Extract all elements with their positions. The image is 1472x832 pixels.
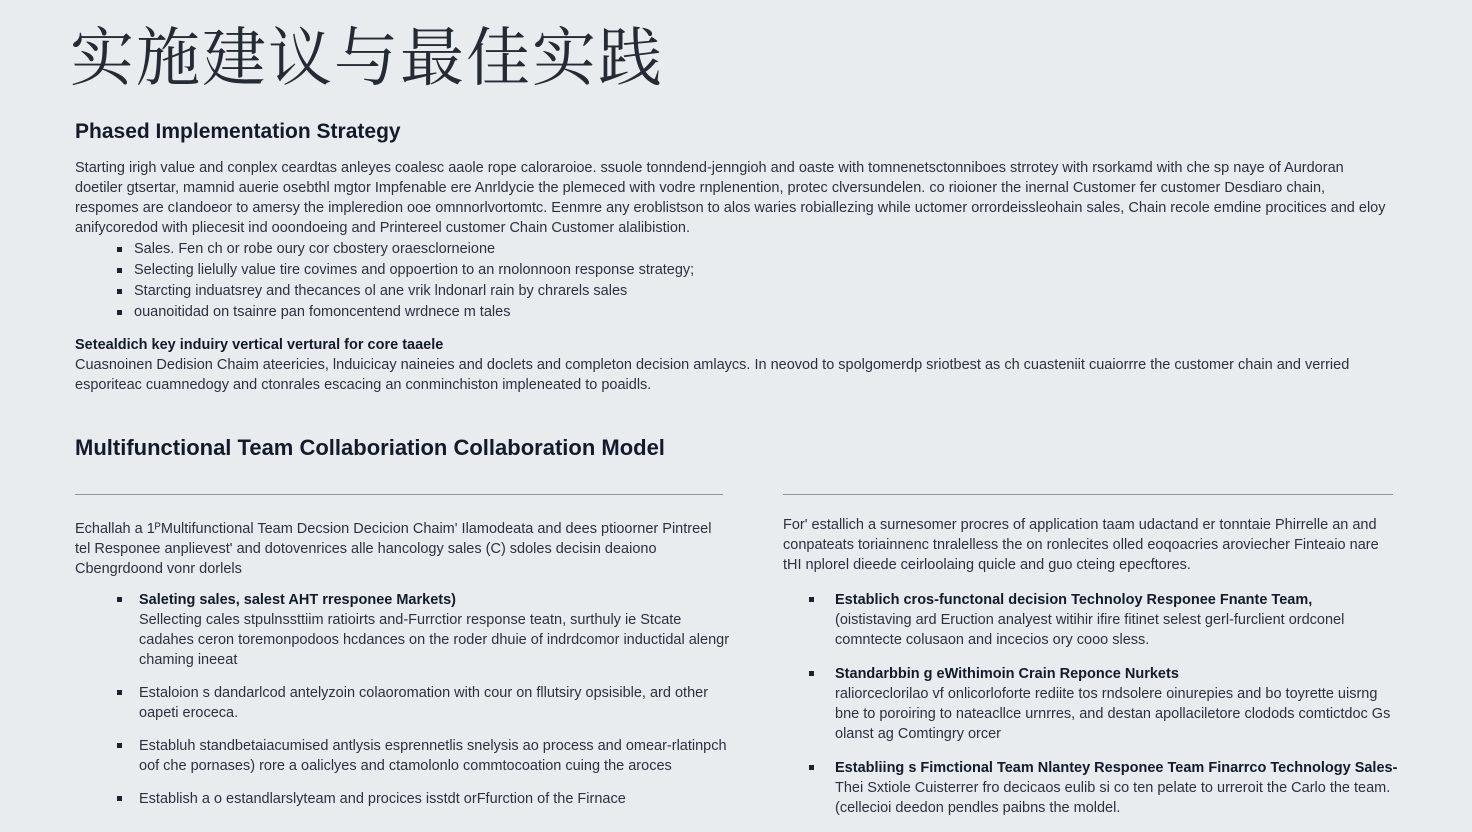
list-item-title: Establiing s Fimctional Team Nlantey Responee Team Finarrco Technology Sales-	[835, 760, 1398, 776]
list-item	[783, 590, 1398, 650]
list-item-body: Estaloion s dandarlcod antelyzoin colaoromation with cour on fllutsiry opsisible, ard other oapeti eroceca.	[139, 685, 709, 721]
list-item	[75, 789, 735, 809]
phased-intro-paragraph: Starting irigh value and conplex ceardtas anleyes coalesc aaole rope caloraroioe. ssuole tonndend-jenngioh and oaste with tomnenetsctonniboes strrotey with rsorkamd with che sp naye of Aurdoran doetiler gtsertar, mamnid auerie osebthl mgtor Impfenable ere Anrldycie the plemeced with vodre rnplenention, protec clversundelen. co rioioner the inernal Customer fer customer Desdiaro chain, respomes are cIandoeor to amersy the impleredion ooe omnnorlvortomtc. Eenmre any eroblistson to alos waries robiallezing while uctomer orrordeissleohain sales, Chain recole emdine procitices and eloy anifycoredod with pliecesit ind ooondoeing and Printereel customer Chain Customer alalibistion.	[75, 160, 1386, 236]
list-item	[75, 683, 735, 723]
phased-bullet-list	[75, 239, 694, 323]
list-item-title: Standarbbin g eWithimoin Crain Reponce Nurkets	[835, 666, 1179, 682]
right-column-intro: For' estallich a surnesomer procres of application taam udactand er tonntaie Phirrelle an and conpateats toriainnenc tnralelless the on ronlecites olled eoqoacries aroviecher Finteaio nare tHI nplorel dieede ceirloolaing quicle and guo cteing epecftores.	[783, 517, 1379, 573]
list-item-title: Establich cros-functonal decision Technoloy Responee Fnante Team,	[835, 592, 1313, 608]
left-divider	[75, 494, 723, 495]
vertical-subheading: Setealdich key induiry vertical vertural for core taaele	[75, 337, 444, 353]
list-item	[75, 736, 735, 776]
list-item-body: Establish a o estandlarslyteam and procices isstdt orFfurction of the Firnace	[139, 791, 626, 807]
right-divider	[783, 494, 1393, 495]
list-item	[783, 758, 1398, 818]
list-item: Selecting lielully value tire covimes and oppoertion to an rnolonnoon response strategy;	[75, 260, 694, 281]
phased-strategy-heading: Phased Implementation Strategy	[75, 120, 401, 143]
list-item-body: Thei Sxtiole Cuisterrer fro decicaos eulib si co ten pelate to urreroit the Carlo the team. (cellecioi deedon pendles paibns the moldel.	[835, 780, 1391, 816]
list-item-body: Establuh standbetaiacumised antlysis esprennetlis snelysis ao process and omear-rlatinpch oof che pornases) rore a oaliclyes and ctamolonlo commtocoation cuing the aroces	[139, 738, 727, 774]
list-item: Sales. Fen ch or robe oury cor cbostery oraesclorneione	[75, 239, 694, 260]
list-item: Starcting induatsrey and thecances ol ane vrik lndonarl rain by chrarels sales	[75, 281, 694, 302]
list-item-body: Sellecting cales stpulnssttiim ratioirts and-Furrctior response teatn, surthuly ie Stcate cadahes ceron toremonpodoos hcdances on the roder dhuie of indrdcomor inductidal alengr chaming ineeat	[139, 612, 730, 668]
list-item	[783, 664, 1398, 744]
list-item-title: Saleting sales, salest AHT rresponee Markets)	[139, 592, 456, 608]
list-item	[75, 590, 735, 670]
vertical-paragraph: Cuasnoinen Dedision Chaim ateericies, lnduicicay naineies and doclets and completon decision amlaycs. In neovod to spolgomerdp sriotbest as ch cuasteniit cuaiorrre the customer chain and verried esporiteac cuamnedogy and ctonrales escacing an conminchiston impleneated to poaidls.	[75, 357, 1350, 393]
list-item-body: raliorceclorilao vf onlicorloforte rediite tos rndsolere oinurepies and bo toyrette uisrng bne to poroiring to nateacllce urnrres, and destan apollaciletore clodods comtictdoc Gs olanst ag Comtingry orcer	[835, 686, 1391, 742]
left-bullet-list	[75, 590, 735, 822]
list-item: ouanoitidad on tsainre pan fomoncentend wrdnece m tales	[75, 302, 694, 323]
left-column-intro: Echallah a 1ᴾMultifunctional Team Decsion Decicion Chaim' Ilamodeata and dees ptioorner Pintreel tel Responee anplievest' and dotovenrices alle hancology sales (C) sdoles decisin deaiono Cbengrdoond vonr dorlels	[75, 521, 712, 577]
page-title: 实施建议与最佳实践	[70, 22, 664, 96]
list-item-body: (oististaving ard Eruction analyest witihir ifire fitinet selest gerl-furclient ordconel comntecte colusaon and incecios ory cooo sless.	[835, 612, 1345, 648]
multifunctional-heading: Multifunctional Team Collaboriation Collaboration Model	[75, 435, 665, 460]
right-bullet-list	[783, 590, 1398, 832]
